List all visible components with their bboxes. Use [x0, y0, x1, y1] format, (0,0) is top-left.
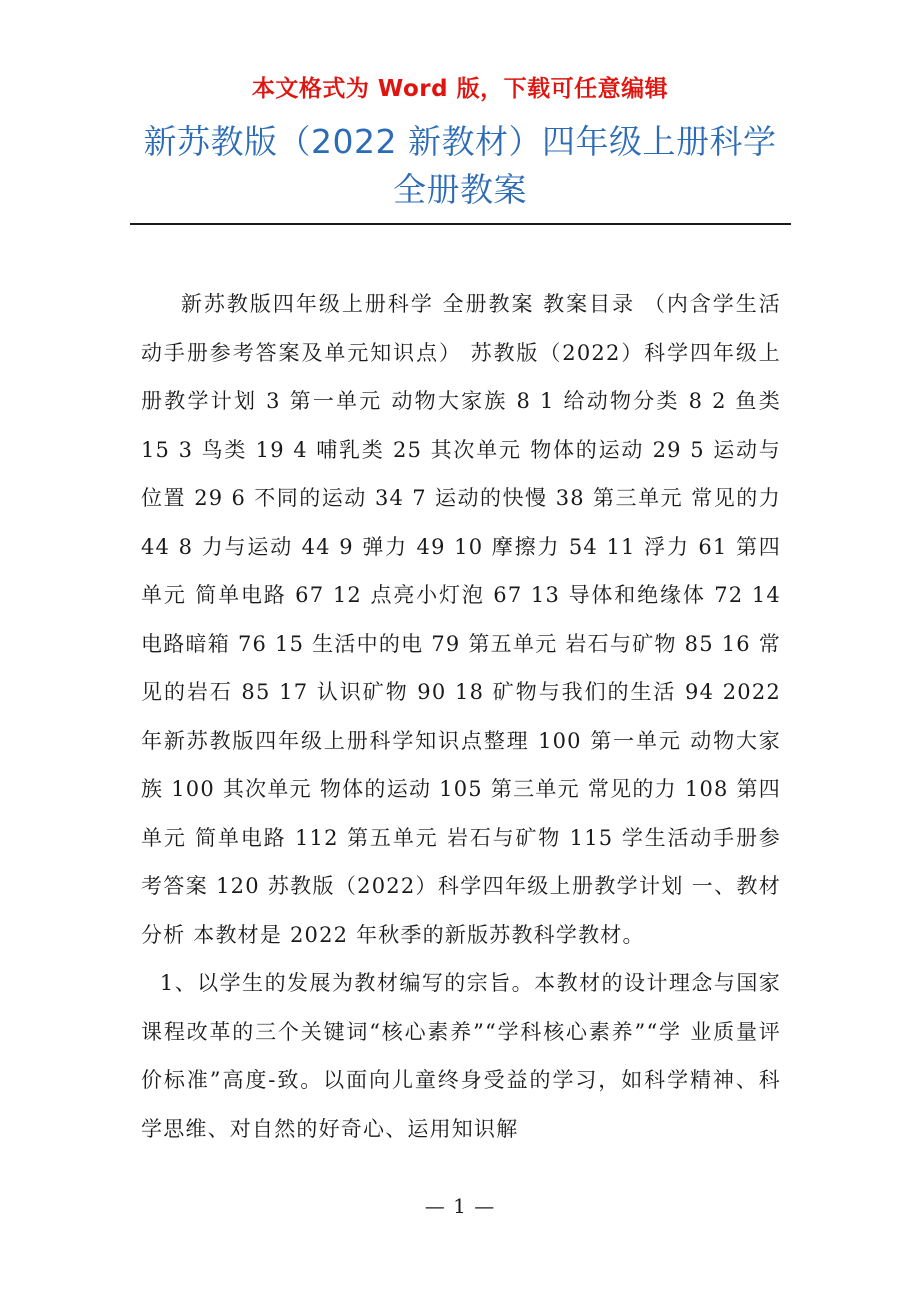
document-body — [141, 280, 781, 1153]
page-number: — 1 — — [424, 1194, 496, 1218]
format-notice: 本文格式为 Word 版，下载可任意编辑 — [251, 76, 669, 102]
title-divider — [130, 223, 791, 225]
body-paragraph-2: 1、以学生的发展为教材编写的宗旨。本教材的设计理念与国家课程改革的三个关键词“核心素养”“学科核心素养”“学 业质量评价标准”高度-致。以面向儿童终身受益的学习，如科学精神、科学思维、对自然的好奇心、运用知识解 — [141, 971, 781, 1141]
document-title: 新苏教版（2022 新教材）四年级上册科学全册教案 — [143, 122, 777, 209]
body-paragraph-1: 新苏教版四年级上册科学 全册教案 教案目录 （内含学生活动手册参考答案及单元知识点） 苏教版（2022）科学四年级上册教学计划 3 第一单元 动物大家族 8 1 给动物分类 8 2 鱼类 15 3 鸟类 19 4 哺乳类 25 其次单元 物体的运动 29 5 运动与位置 29 6 不同的运动 34 7 运动的快慢 38 第三单元 常见的力 44 8 力与运动 44 9 弹力 49 10 摩擦力 54 11 浮力 61 第四单元 简单电路 67 12 点亮小灯泡 67 13 导体和绝缘体 72 14 电路暗箱 76 15 生活中的电 79 第五单元 岩石与矿物 85 16 常见的岩石 85 17 认识矿物 90 18 矿物与我们的生活 94 2022 年新苏教版四年级上册科学知识点整理 100 第一单元 动物大家族 100 其次单元 物体的运动 105 第三单元 常见的力 108 第四单元 简单电路 112 第五单元 岩石与矿物 115 学生活动手册参考答案 120 苏教版（2022）科学四年级上册教学计划 一、教材分析 本教材是 2022 年秋季的新版苏教科学教材。 — [141, 292, 781, 947]
